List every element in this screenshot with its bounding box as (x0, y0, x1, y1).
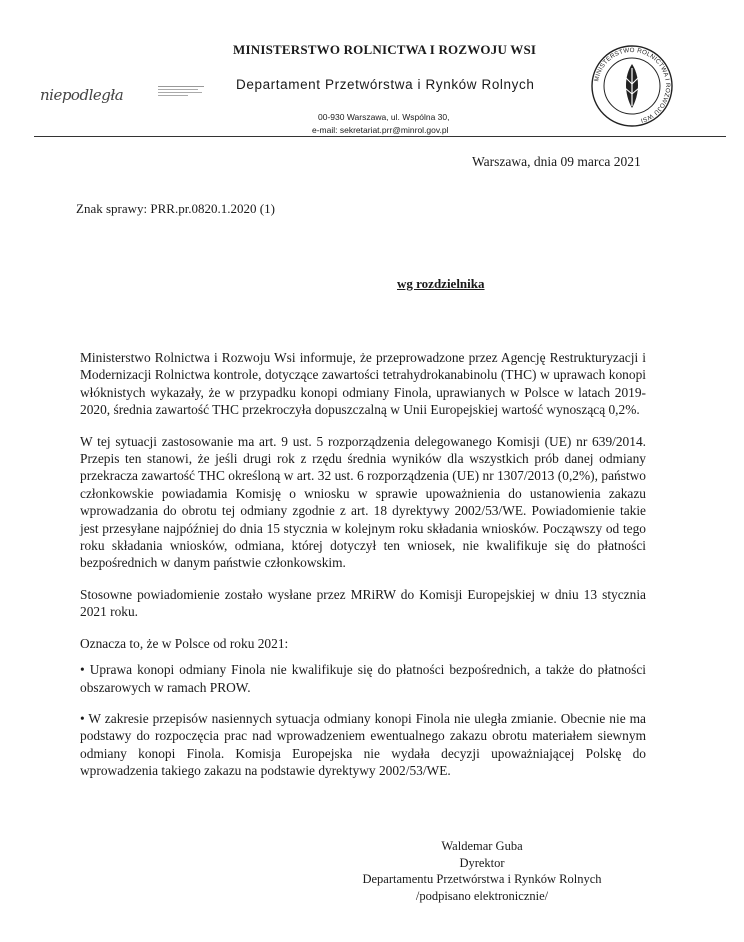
ministry-name: MINISTERSTWO ROLNICTWA I ROZWOJU WSI (233, 42, 537, 57)
paragraph: Stosowne powiadomienie zostało wysłane przez MRiRW do Komisji Europejskiej w dniu 13 stycznia 2021 roku. (80, 586, 646, 620)
letter-body (80, 349, 646, 794)
niepodlegla-logo (40, 86, 123, 104)
bullet-item: • W zakresie przepisów nasiennych sytuacja odmiany konopi Finola nie uległa zmianie. Obecnie nie ma podstawy do rozpoczęcia prac nad wprowadzeniem ewentualnego zakazu obrotu materiałem siewnym odmiany konopi Finola. Komisja Europejska nie wydała decyzji upoważniającej Polskę do wprowadzenia takiego zakazu na podstawie dyrektywy 2002/53/WE. (80, 710, 646, 779)
email-line: e-mail: sekretariat.prr@minrol.gov.pl (312, 125, 449, 135)
paragraph: W tej sytuacji zastosowanie ma art. 9 ust. 5 rozporządzenia delegowanego Komisji (UE) nr 639/2014. Przepis ten stanowi, że jeśli drugi rok z rzędu średnia wyników dla wszystkich prób danej odmiany przekracza zawartość THC określoną w art. 32 ust. 6 rozporządzenia (UE) nr 1307/2013 (0,2%), państwo członkowskie powiadamia Komisję o wniosku w sprawie upoważnienia do ustanowienia zakazu wprowadzania do obrotu tej odmiany zgodnie z art. 18 dyrektywy 2002/53/WE. Powiadomienie takie jest przesyłane najpóźniej do dnia 15 stycznia w kolejnym roku składania wniosków. Począwszy od tego roku składania wniosków, odmiana, której dotyczył ten wniosek, nie kwalifikuje się do płatności bezpośrednich w danym państwie członkowskim. (80, 433, 646, 571)
signature-note: /podpisano elektronicznie/ (415, 888, 549, 903)
recipient-line: wg rozdzielnika (397, 276, 485, 291)
department-name: Departament Przetwórstwa i Rynków Rolnych (236, 77, 535, 92)
ministry-seal-icon (590, 44, 674, 128)
signatory-title: Dyrektor (459, 855, 505, 870)
logo-small-print (158, 86, 204, 96)
address-line: 00-930 Warszawa, ul. Wspólna 30, (318, 112, 450, 122)
paragraph: Ministerstwo Rolnictwa i Rozwoju Wsi informuje, że przeprowadzone przez Agencję Restrukturyzacji i Modernizacji Rolnictwa kontrole, dotyczące zawartości tetrahydrokanabinolu (THC) w uprawach konopi włóknistych wykazały, że w przypadku konopi odmiany Finola, uprawianych w Polsce w latach 2019-2020, średnia zawartość THC przekroczyła dopuszczalną w Unii Europejskiej wartość wynoszącą 0,2%. (80, 350, 646, 418)
signatory-name: Waldemar Guba (441, 839, 523, 853)
paragraph: Oznacza to, że w Polsce od roku 2021: (80, 635, 289, 651)
signatory-department: Departamentu Przetwórstwa i Rynków Rolnych (362, 872, 602, 886)
document-date: Warszawa, dnia 09 marca 2021 (472, 154, 641, 169)
bullet-item: • Uprawa konopi odmiany Finola nie kwalifikuje się do płatności bezpośrednich, a także do płatności obszarowych w ramach PROW. (80, 662, 646, 695)
address-block (312, 111, 450, 137)
header-divider (34, 136, 726, 137)
case-reference: Znak sprawy: PRR.pr.0820.1.2020 (1) (76, 201, 275, 216)
signature-block (340, 838, 624, 904)
seal-text: MINISTERSTWO ROLNICTWA I ROZWOJU WSI (593, 46, 672, 124)
logo-script-text: niepodległa (40, 86, 124, 104)
